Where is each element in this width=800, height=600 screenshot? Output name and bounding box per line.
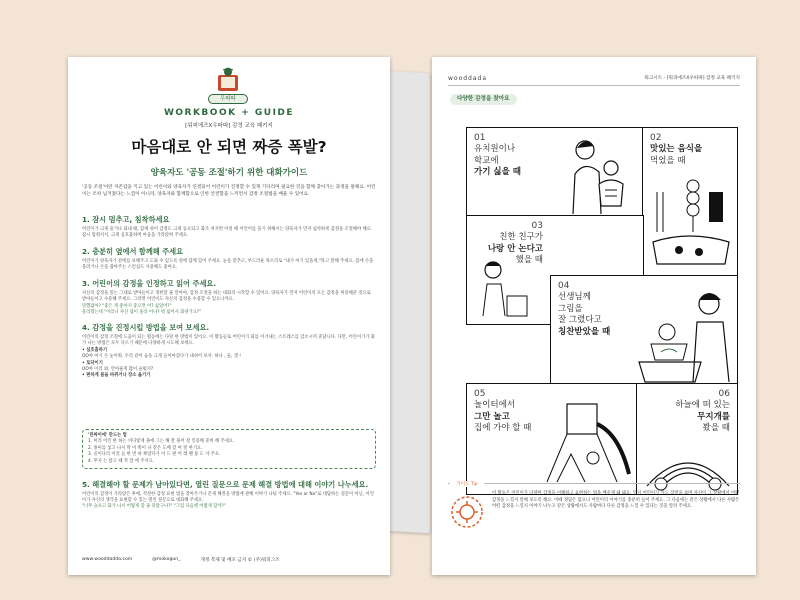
section-heading: 3. 어린이의 감정을 인정하고 읽어 주세요.: [82, 279, 217, 288]
section-2: [82, 247, 376, 272]
website-link[interactable]: www.wooddadda.com: [82, 557, 133, 562]
section-3: [82, 279, 376, 317]
tip-heading: • 토닥이기: [82, 360, 103, 366]
emotion-panel-05: [466, 383, 638, 495]
section-pill: 다양한 감정을 찾아요: [450, 94, 517, 105]
food-illustration: [649, 172, 735, 272]
guide-sheet: [68, 57, 390, 575]
playground-slide-illustration: [537, 394, 635, 492]
tip-line: OO야 여기 손 놓이줘. 우리 같이 숨을 크게 들이마셨다가 내쉬어 보자. 하나 , 둘, 셋 !: [82, 354, 241, 360]
section-heading: 5. 해결해야 할 문제가 남아있다면, 열린 질문으로 문제 해결 방법에 대해 이야기 나누세요.: [82, 480, 369, 489]
panel-caption: 유치원이나 학교에 가기 싫을 때: [474, 144, 521, 177]
tip-line: OO야 이리 와. 안아줄게 많이 슬펐지?: [82, 367, 154, 373]
divider: [448, 85, 740, 86]
package-subtitle: [워피에즈X우따따] 감정 교육 패키지: [185, 123, 273, 129]
emotion-panel-06: [636, 383, 738, 495]
intro-paragraph: '공동 조절'이란 자존감을 키고 있는 어린이와 양육자가 연결되어 어린이가 진정할 수 있게 기다리며 필요한 것을 함께 찾아가는 과정을 말해요. 어린이는 조차 넘겨졌다는 느낌이 아니라, 양육자와 함께함으로 인한 안전함을 느끼면서 감정 조절법을 배울 수 있어요.: [82, 185, 376, 197]
brand-tag: 우따따: [208, 94, 248, 104]
section-body: 어린이의 감정 조절에 도움이 되는 활동에는 다양 한 방법이 있어요. 이 활동들로 어린이가 화를 이겨내는 스트레스를 감소시켜 준답니다. 다만, 어린이가가 화가 나는 방법은 모두 다르기 때문에 다양하게 시도해 보세요.: [82, 335, 375, 347]
divider: [448, 483, 740, 484]
parent-hugging-child-illustration: [557, 134, 639, 216]
section-body: 어린이의 감정이 가라앉은 후에, 적절한 감정 표현 법을 찾아주거나 문제 해결을 방법에 관해 이야기 나눠 주세요. "Yes or No"로 대답하는 질문이 아닌, 어린이가 자신의 생각을 표현할 수 있는 열린 질문으로 대화해 주세요.: [82, 491, 374, 503]
box-title: '린짜이에' 만드는 법: [88, 433, 127, 438]
section-heading: 2. 충분히 옆에서 함께해 주세요: [82, 247, 184, 256]
box-line: 2. 종이를 넣고 나서 딱 이 쪽이 나 같은 도배 할 여 빌 한거요.: [88, 445, 203, 451]
panel-number: 05: [474, 389, 486, 399]
section-1: [82, 215, 376, 240]
recipe-box: [82, 429, 376, 469]
section-body: 어린이가 양육자가 곁에를 보해주고 도와 수 있도록 옆에 함께 있어 주세요. 눈을 맞추고, 부드러운 목소리로 "내가 여기 있을게,"라고 말해 주세요. 몸에 손을 올려거나 손을 잡아주는 스킨십도 사용해도 좋아요.: [82, 259, 374, 271]
panel-caption: 친한 친구가 나랑 안 논다고 했을 때: [487, 232, 543, 265]
tip-paragraph: 이 활동은 어린이가 다양한 감정을 이해하고 표현하는 법을 배우게 돼 돼요. 먼저 어린이가 카드 장면을 보며 자신이 그 상황에서 어떤 감정을 느낄지 말해 보도록 해요. 이때 정답은 없으니 어린이의 이야기를 충분히 들어 주세요. 그 다음에는 같은 상황에서 다른 사람은 어떤 감정을 느낄지 이야기 나누고 같은 상황에서도 사람마다 다른 감정을 느낄 수 있다는 것을 알려 주세요.: [492, 491, 740, 510]
brand-logo: wooddada: [448, 75, 488, 82]
worksheet-sheet: [432, 57, 756, 575]
section-heading: 1. 잠시 멈추고, 침착하세요: [82, 215, 170, 224]
tip-heading: • 편하게 몸을 바뀌거나 장소 옮기기: [82, 373, 151, 379]
example-line: "너무 슬프고 화가 나서 어떻게 할 줄 몰랐구나?" "그럼 다음엔 어떻게 할까?": [82, 504, 226, 510]
box-line: 1. 미리 어린 한 하는 커다랗게 풀에 그는 해 잘 풀어 잘 일용해 준비 해 주세요.: [88, 439, 235, 445]
example-line: 울리겠는데 "이러니 자신 답이 올라 어나? 뭐 싫어서 화낸가요?": [82, 310, 202, 316]
playing-children-illustration: [473, 256, 533, 322]
guide-subheading: 양육자도 '공동 조절'하기 위한 대화가이드: [150, 168, 308, 178]
panel-caption: 하늘에 떠 있는 무지개를 봤을 때: [675, 400, 730, 433]
box-line: 4. 무지 는 앉고 때 작 할 에 주서요.: [88, 458, 155, 464]
section-5: [82, 481, 376, 511]
section-body: 자신의 감정을 읽는 그대로 받아들이고 정한할 줄 알아야, 감정 조절을 하는 대화의 시작할 수 있어요. 양육자가 먼저 어린이의 모든 감정을 허용해준 것으로 받아들이고 수용해 주세요. 그러면 어린이도 자신의 감정을 수용할 수 있으니까요.: [82, 291, 371, 303]
worksheet-series-label: 워크시트 - [워피에즈X우따따] 감정 교육 패키지: [644, 76, 740, 81]
page-title: 마음대로 안 되면 짜증 폭발?: [131, 138, 327, 156]
example-line: 말했잖아? "좋은 게 좋아지 좋으면 어? 싫었어?": [82, 303, 172, 309]
panel-caption: 놀이터에서 그만 놀고 집에 가야 할 때: [474, 400, 532, 433]
tip-heading: • 심호흡하기: [82, 347, 107, 353]
copyright-note: 개정 복제 및 배포 금지 © (주)워피그즈: [200, 558, 280, 563]
section-body: 어린이가 크게 울거나 화내 때, 함께 쉬어 감정도 크게 동요되고 화조 쳐지면 이럴 때 어린이를 돌기 위해서는 양육자가 먼저 침착하게 감정을 조절해야 해요. 잠시 멈춰서서, 크게 심호흡하며 마음을 가라앉혀 주세요.: [82, 227, 373, 239]
guide-tip-icon: [450, 495, 484, 529]
panel-number: 02: [650, 133, 662, 143]
teacher-praise-illustration: [631, 282, 735, 392]
emotion-panel-02: [642, 127, 738, 277]
panel-caption: 선생님께 그림을 잘 그렸다고 칭찬받았을 때: [558, 292, 611, 337]
rainbow-illustration: [641, 440, 735, 492]
panel-number: 06: [718, 389, 730, 399]
tip-badge: 가이드 Tip: [450, 481, 484, 487]
series-title: WORKBOOK + GUIDE: [163, 108, 295, 118]
section-heading: 4. 감정을 진정시킬 방법을 보여 보세요.: [82, 323, 210, 332]
footer: [82, 557, 376, 563]
book-logo-icon: [214, 67, 242, 93]
emotion-panel-04: [550, 275, 738, 395]
panel-number: 03: [531, 221, 543, 231]
section-4: [82, 323, 376, 380]
panel-number: 04: [558, 281, 570, 291]
instagram-handle[interactable]: @mokogun_: [152, 557, 181, 562]
panel-number: 01: [474, 133, 486, 143]
box-line: 3. 골이다리 이것 들 한 번 바 뽀았다가 이 드 판 어 레 팬 용 도 자 주요.: [88, 452, 221, 458]
panel-caption: 맛있는 음식을 먹었을 때: [650, 144, 703, 166]
emotion-panel-01: [466, 127, 644, 217]
